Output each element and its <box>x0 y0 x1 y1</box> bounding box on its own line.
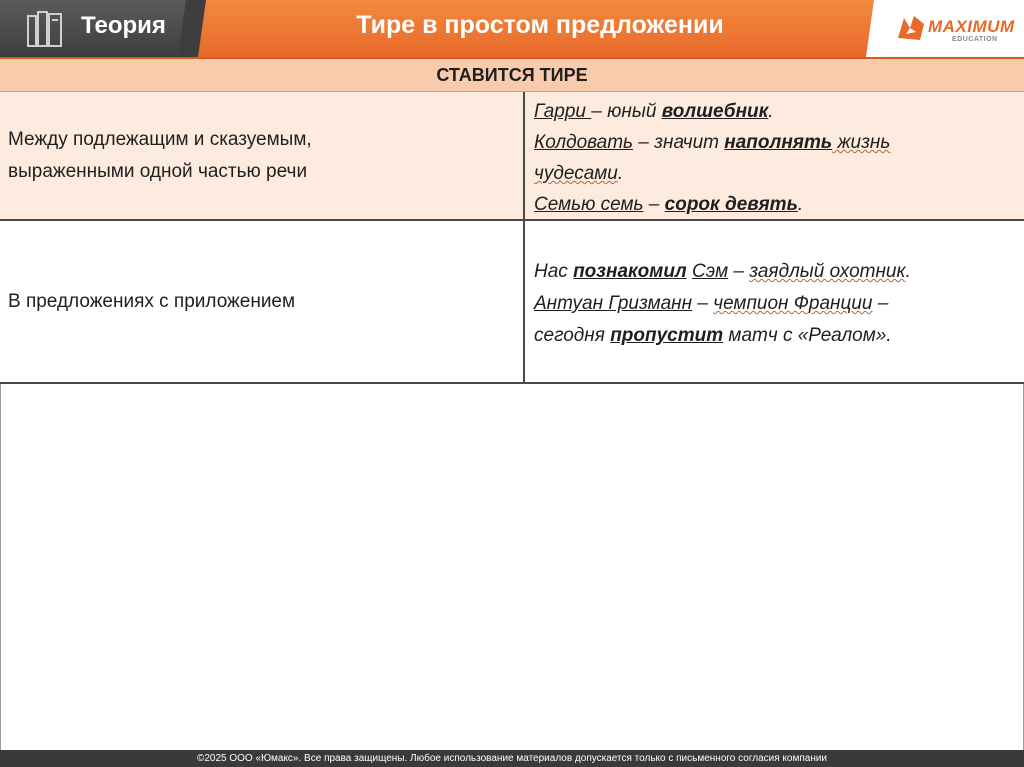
rules-table <box>0 59 1024 384</box>
object: чудесами <box>534 163 618 184</box>
apposition: заядлый охотник <box>749 261 906 282</box>
subject: Сэм <box>692 261 729 282</box>
rule-cell <box>0 92 525 219</box>
table-row <box>0 221 1024 384</box>
header-bar <box>0 0 1024 57</box>
example-sentence: Антуан Гризманн – чемпион Франции – <box>534 293 889 314</box>
page-title: Тире в простом предложении <box>356 11 724 39</box>
apposition: чемпион Франции <box>713 293 873 314</box>
example-sentence: сегодня пропустит матч с «Реалом». <box>534 325 892 346</box>
rule-text-line: выраженными одной частью речи <box>8 160 308 182</box>
subject: Колдовать <box>534 132 634 153</box>
table-header: СТАВИТСЯ ТИРЕ <box>0 59 1024 92</box>
predicate: познакомил <box>573 261 687 282</box>
subject: Гарри <box>534 101 592 122</box>
footer-copyright: ©2025 ООО «Юмакс». Все права защищены. Любое использование материалов допускается только с письменного согласия компании <box>0 750 1024 767</box>
example-sentence: Нас познакомил Сэм – заядлый охотник. <box>534 261 911 282</box>
logo <box>882 0 1024 57</box>
section-title: Теория <box>81 12 166 39</box>
maximum-logo-icon <box>894 10 928 44</box>
rule-text-line: В предложениях с приложением <box>8 290 296 312</box>
example-sentence: чудесами. <box>534 163 624 184</box>
subject: Семью семь <box>534 194 644 215</box>
predicate: наполнять <box>724 132 833 153</box>
section-tab <box>0 0 192 57</box>
predicate: волшебник <box>661 101 769 122</box>
rule-cell <box>0 221 525 382</box>
example-sentence: Колдовать – значит наполнять жизнь <box>534 132 891 153</box>
rule-text-line: Между подлежащим и сказуемым, <box>8 128 312 150</box>
logo-subtext: EDUCATION <box>952 36 998 43</box>
subject: Антуан Гризманн <box>534 293 693 314</box>
predicate: пропустит <box>610 325 724 346</box>
example-sentence: Семью семь – сорок девять. <box>534 194 804 215</box>
examples-cell <box>525 92 1024 219</box>
books-icon <box>26 10 66 48</box>
logo-text: MAXIMUM <box>928 17 1015 36</box>
table-row <box>0 92 1024 221</box>
object: жизнь <box>832 132 891 153</box>
examples-cell <box>525 221 1024 382</box>
example-sentence: Гарри – юный волшебник. <box>534 101 774 122</box>
predicate: сорок девять <box>664 194 798 215</box>
